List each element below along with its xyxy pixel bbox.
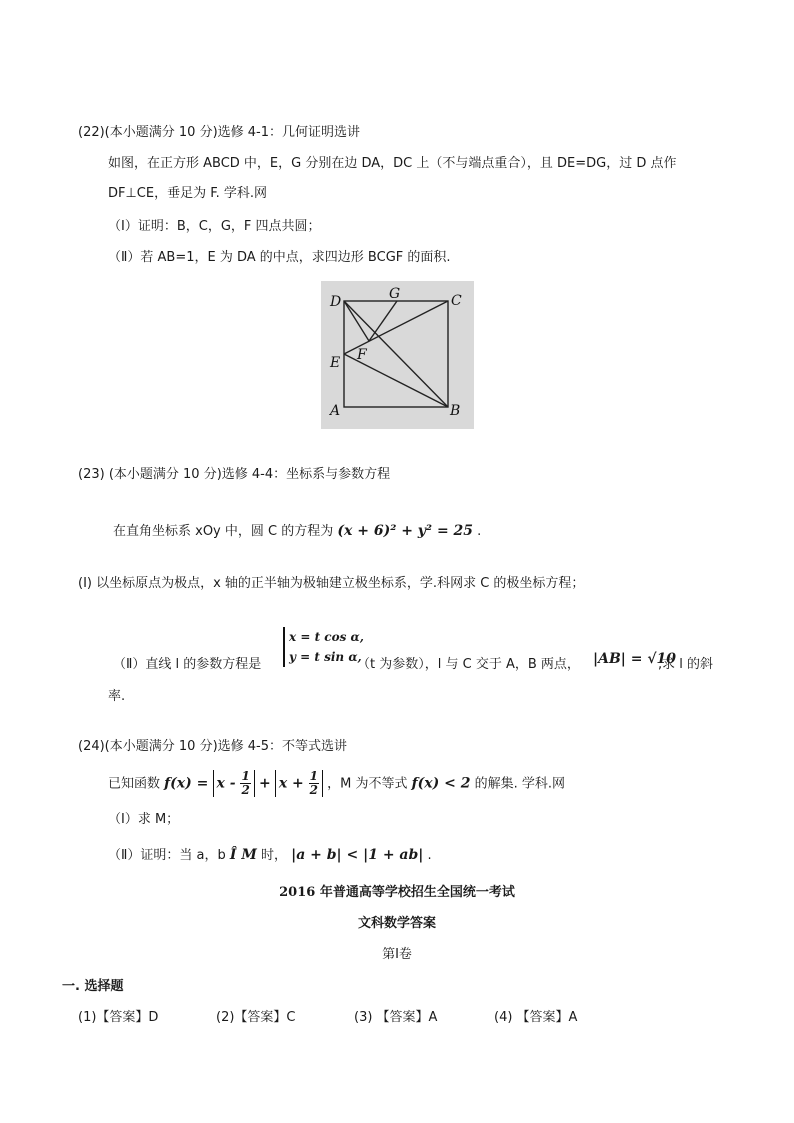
q23-intro-line (113, 522, 481, 541)
label-E: E (330, 355, 341, 371)
ab-length-eq: |AB| = √10 (593, 651, 677, 667)
square-geometry-figure (321, 281, 474, 429)
answer-item: (2)【答案】C (216, 1010, 296, 1025)
q22-part1: （Ⅰ）证明：B，C，G，F 四点共圆； (108, 219, 321, 234)
abs-x-plus-half: x + $\frac{1}{2}$ (275, 770, 323, 797)
q24-part2-a: （Ⅱ）证明：当 a，b (108, 848, 226, 863)
q22-body-line1: 如图，在正方形 ABCD 中，E，G 分别在边 DA，DC 上（不与端点重合），且 DE=DG，过 D 点作 (108, 156, 677, 171)
param-y: y = t sin α, (289, 650, 362, 664)
q24-header: (24)(本小题满分 10 分)选修 4-5：不等式选讲 (78, 739, 348, 754)
q23-header: (23) (本小题满分 10 分)选修 4-4：坐标系与参数方程 (78, 467, 391, 482)
answer-item: (1)【答案】D (78, 1010, 159, 1025)
volume-label: 第Ⅰ卷 (382, 947, 412, 962)
answers-title: 2016 年普通高等学校招生全国统一考试 (279, 885, 515, 900)
answers-subtitle: 文科数学答案 (357, 916, 436, 931)
param-x: x = t cos α, (289, 630, 364, 644)
q23-part2-c: ,求 l 的斜 (658, 657, 714, 672)
answer-item: (4) 【答案】A (494, 1010, 578, 1025)
q24-intro: 已知函数 (108, 776, 161, 792)
q24-tail: 的解集. 学科.网 (474, 776, 566, 792)
q23-part2-b: （t 为参数），l 与 C 交于 A，B 两点， (357, 657, 580, 672)
abs-x-minus-half: x - $\frac{1}{2}$ (213, 770, 255, 797)
param-brace (283, 627, 364, 667)
geometry-diagram (321, 281, 474, 429)
q24-part1: （Ⅰ）求 M； (108, 812, 180, 827)
q22-header: (22)(本小题满分 10 分)选修 4-1：几何证明选讲 (78, 125, 361, 140)
q23-part2-d: 率. (108, 689, 126, 704)
answer-item: (3) 【答案】A (354, 1010, 438, 1025)
q24-mid: ，M 为不等式 (327, 776, 408, 792)
circle-equation: (x + 6)² + y² = 25 (337, 523, 474, 539)
in-m: Î M (229, 847, 257, 863)
inequality-fx: f(x) < 2 (411, 775, 471, 792)
section-heading: 一. 选择题 (62, 979, 124, 994)
q24-part2-line (108, 846, 432, 865)
q22-body-line2: DF⊥CE，垂足为 F. 学科.网 (108, 186, 268, 201)
label-C: C (451, 293, 462, 309)
fx-label: f(x) = (164, 775, 209, 792)
q23-part1: (Ⅰ) 以坐标原点为极点，x 轴的正半轴为极轴建立极坐标系，学.科网求 C 的极坐标方程； (78, 576, 585, 591)
q23-period: . (477, 524, 482, 539)
plus-sign: + (258, 775, 271, 792)
label-A: A (330, 403, 341, 419)
q23-part2-a: （Ⅱ）直线 l 的参数方程是 (113, 657, 262, 672)
q24-intro-line (108, 770, 565, 798)
label-B: B (450, 403, 461, 419)
q22-part2: （Ⅱ）若 AB=1，E 为 DA 的中点，求四边形 BCGF 的面积. (108, 250, 451, 265)
label-F: F (357, 347, 367, 363)
label-D: D (330, 294, 342, 310)
q24-period: . (427, 848, 432, 863)
q24-part2-b: 时， (260, 848, 287, 863)
label-G: G (389, 286, 401, 302)
q23-intro: 在直角坐标系 xOy 中，圆 C 的方程为 (113, 524, 334, 539)
inequality-ab: |a + b| < |1 + ab| (291, 847, 424, 863)
